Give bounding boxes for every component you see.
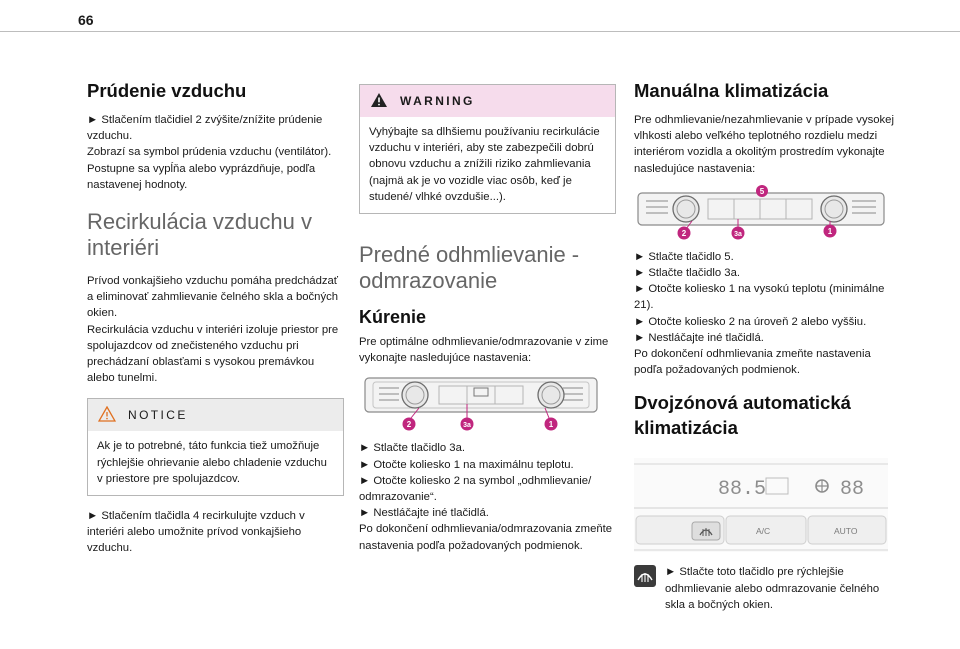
notice-box [87, 398, 344, 496]
column-2 [359, 84, 616, 554]
page-number: 66 [78, 12, 94, 28]
svg-text:2: 2 [681, 228, 687, 238]
knob-right [821, 196, 847, 222]
fan-display-icon [816, 480, 828, 492]
knob-left [673, 196, 699, 222]
manual-step-3: ► Otočte koliesko 1 na vysokú teplotu (minimálne 21). [634, 283, 885, 312]
svg-text:1: 1 [548, 420, 554, 430]
badge-5 [756, 185, 768, 197]
svg-text:1: 1 [827, 226, 833, 236]
warning-label: WARNING [400, 94, 475, 108]
recirc-text-1: Prívod vonkajšieho vzduchu pomáha predchádzať a eliminovať zahmlievanie čelného skla a bočných okien. [87, 275, 339, 320]
svg-text:5: 5 [759, 186, 765, 196]
defrost-instruction [634, 564, 896, 613]
heating-step-4: ► Nestláčajte iné tlačidlá. [359, 507, 489, 520]
airflow-step: ► Stlačením tlačidiel 2 zvýšite/znížite prúdenie vzduchu. [87, 114, 323, 143]
manual-step-2: ► Stlačte tlačidlo 3a. [634, 267, 741, 280]
heating-step-2: ► Otočte koliesko 1 na maximálnu teplotu. [359, 458, 574, 471]
warning-box [359, 84, 616, 214]
heading-recirculation: Recirkulácia vzduchu v interiéri [87, 209, 312, 261]
manual-step-5: ► Nestláčajte iné tlačidlá. [634, 331, 764, 344]
svg-text:3a: 3a [734, 230, 742, 238]
heating-step-1: ► Stlačte tlačidlo 3a. [359, 442, 466, 455]
header-rule [0, 31, 960, 32]
heading-heating: Kúrenie [359, 307, 427, 328]
heating-outro: Po dokončení odhmlievania/odmrazovania zmeňte nastavenia podľa požadovaných podmienok. [359, 523, 613, 552]
knob-left [402, 382, 428, 408]
heating-step-3: ► Otočte koliesko 2 na symbol „odhmlievanie/ odmrazovanie“. [359, 474, 592, 504]
manual-outro: Po dokončení odhmlievania zmeňte nastavenia podľa požadovaných podmienok. [634, 348, 871, 377]
badge-2 [678, 226, 691, 239]
heating-intro: Pre optimálne odhmlievanie/odmrazovanie v zime vykonajte nasledujúce nastavenia: [359, 336, 609, 365]
ac-button: A/C [756, 526, 771, 537]
heating-control-panel [359, 374, 603, 432]
windscreen-defrost-icon [634, 565, 656, 587]
auto-ac-control-panel [634, 458, 888, 552]
airflow-text: Zobrazí sa symbol prúdenia vzduchu (ventilátor). Postupne sa vypĺňa alebo vyprázdňuje, podľa nastavenej hodnoty. [87, 146, 332, 191]
heading-auto-ac: Dvojzónová automatická klimatizácia [634, 392, 851, 439]
display-left: 88.5 [718, 478, 767, 502]
heading-manual-ac: Manuálna klimatizácia [634, 80, 829, 101]
column-1 [87, 80, 344, 557]
column-3 [634, 80, 896, 613]
badge-3a [461, 418, 474, 431]
manual-step-1: ► Stlačte tlačidlo 5. [634, 250, 734, 263]
svg-text:3a: 3a [463, 422, 471, 430]
warning-icon [370, 92, 388, 111]
auto-button: AUTO [834, 526, 858, 537]
recirc-step: ► Stlačením tlačidla 4 recirkulujte vzduch v interiéri alebo umožnite prívod vonkajšieho vzduchu. [87, 510, 305, 555]
manual-step-4: ► Otočte koliesko 2 na úroveň 2 alebo vyššiu. [634, 315, 867, 328]
caution-icon [98, 406, 116, 425]
warning-header [360, 85, 615, 117]
heading-airflow: Prúdenie vzduchu [87, 80, 247, 101]
manual-intro: Pre odhmlievanie/nezahmlievanie v prípade vysokej vlhkosti alebo veľkého teplotného rozdielu medzi interiérom vozidla a okolitým prostredím vykonajte nasledujúce nastavenia: [634, 114, 894, 175]
svg-text:2: 2 [406, 420, 412, 430]
auto-step: ► Stlačte toto tlačidlo pre rýchlejšie odhmlievanie alebo odmrazovanie čelného skla a bočných okien. [665, 566, 880, 611]
recirc-text-2: Recirkulácia vzduchu v interiéri izoluje priestor pre spolujazdcov od znečisteného vzduchu pri prechádzaní oblasťami s vysokou premávkou alebo tunelmi. [87, 323, 339, 385]
badge-1 [824, 224, 837, 237]
display-right: 88 [840, 478, 865, 502]
manual-ac-control-panel [634, 185, 890, 241]
heading-front-demist: Predné odhmlievanie - odmrazovanie [359, 242, 580, 294]
badge-2 [403, 418, 416, 431]
badge-3a [732, 226, 745, 239]
warning-text: Vyhýbajte sa dlhšiemu používaniu recirkulácie vzduchu v interiéri, aby ste zabezpečili dobrú obnovu vzduchu a znížili riziko zahmlievania (najmä ak je vo vozidle viac osôb, keď je studené/ vlhké ovzdušie...). [369, 126, 600, 203]
notice-label: NOTICE [128, 408, 188, 423]
badge-1 [545, 418, 558, 431]
knob-right [538, 382, 564, 408]
notice-text: Ak je to potrebné, táto funkcia tiež umožňuje rýchlejšie ohrievanie alebo chladenie vzduchu v priestore pre spolujazdcov. [97, 440, 327, 485]
notice-header [88, 399, 343, 431]
